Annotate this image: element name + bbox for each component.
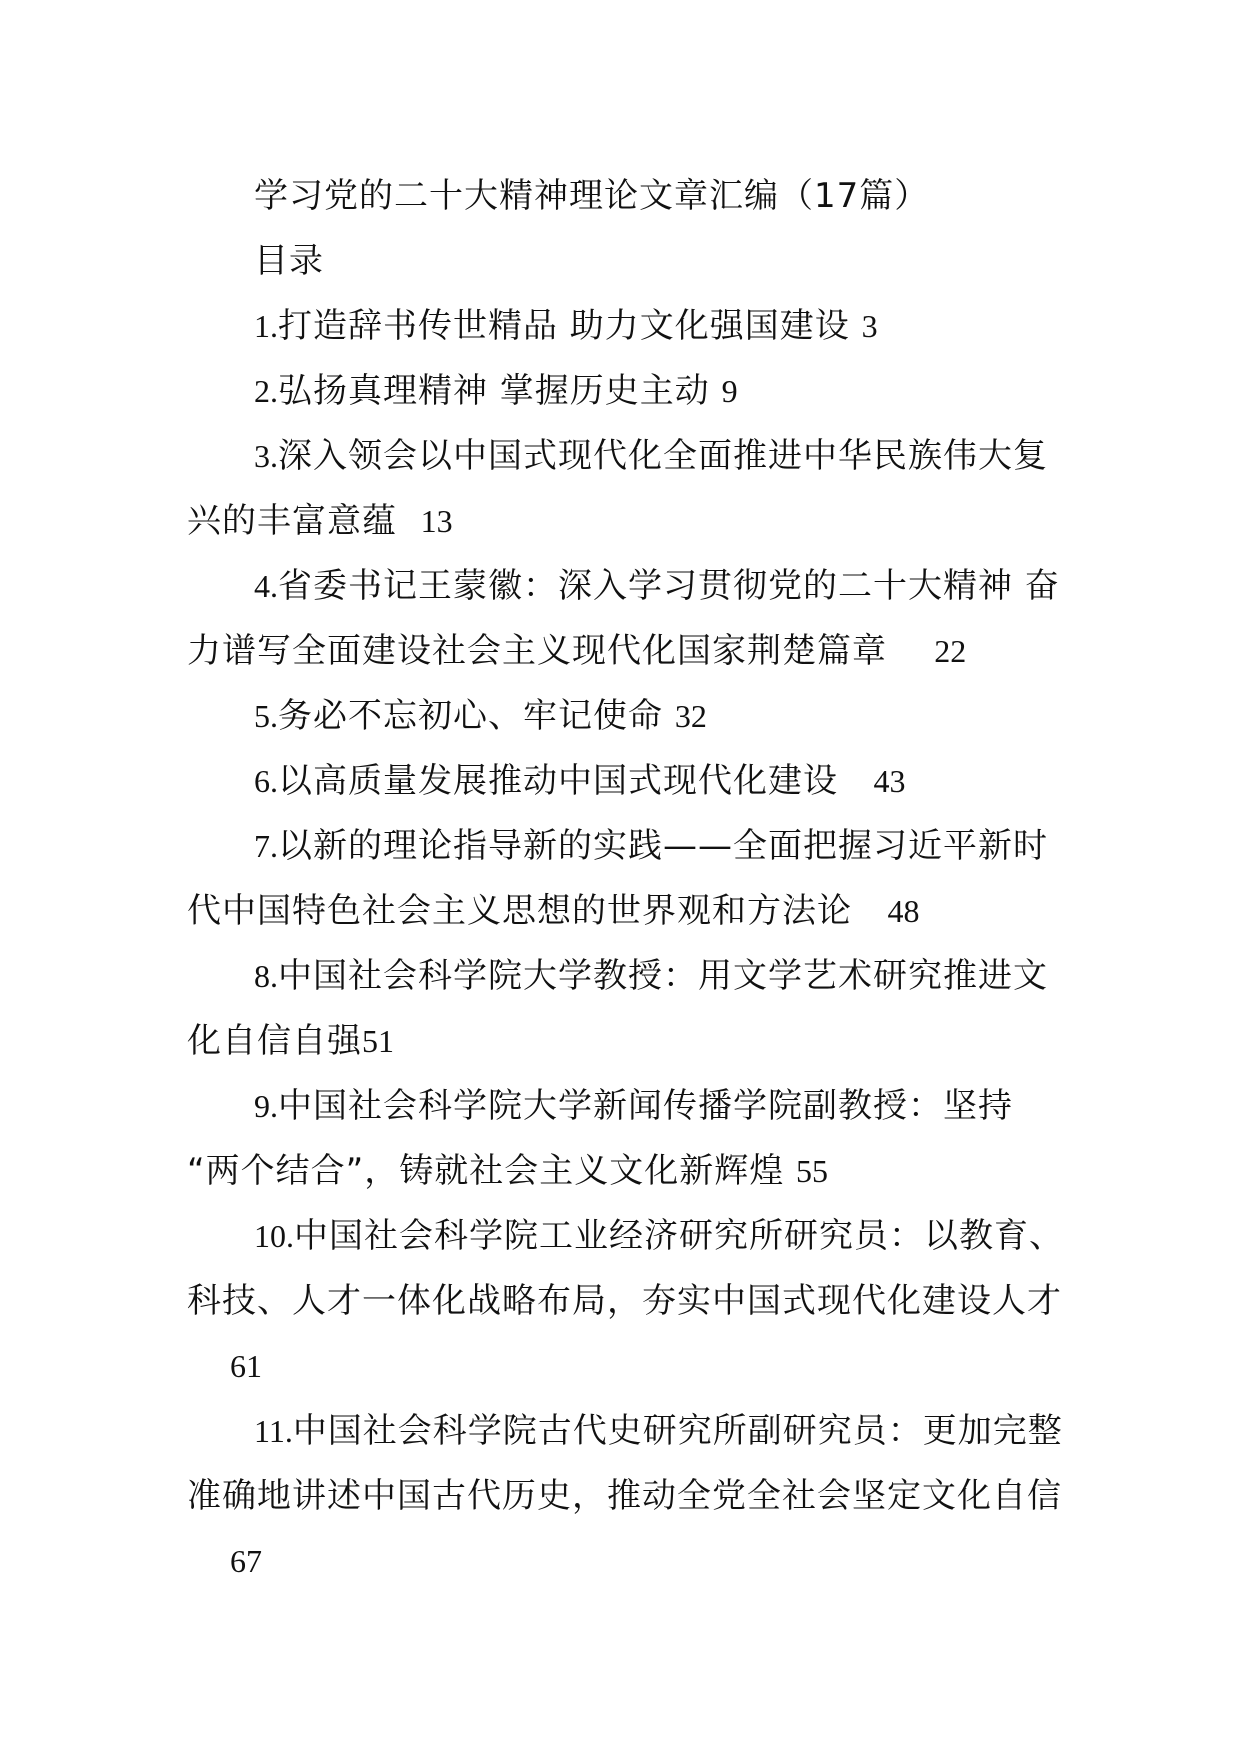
toc-entry-page: 22 xyxy=(934,633,967,669)
toc-entry-text: 弘扬真理精神 掌握历史主动 xyxy=(278,371,710,411)
toc-entry-text: 中国社会科学院工业经济研究所研究员：以教育、 xyxy=(294,1216,1064,1256)
toc-entry-number: 5. xyxy=(254,698,278,734)
toc-entry-page: 51 xyxy=(362,1023,394,1059)
toc-entry-5 xyxy=(0,683,1240,749)
toc-entry-number: 7. xyxy=(254,828,278,864)
toc-entry-text: 深入领会以中国式现代化全面推进中华民族伟大复 xyxy=(278,436,1048,476)
toc-entry-number: 2. xyxy=(254,373,278,409)
toc-entry-3-cont xyxy=(0,488,1240,554)
toc-entry-number: 3. xyxy=(254,438,278,474)
toc-entry-text: 准确地讲述中国古代历史，推动全党全社会坚定文化自信 xyxy=(187,1476,1062,1516)
toc-entry-number: 6. xyxy=(254,763,278,799)
toc-entry-page: 32 xyxy=(674,698,707,734)
toc-entry-page: 48 xyxy=(887,893,920,929)
toc-entry-text: 以新的理论指导新的实践——全面把握习近平新时 xyxy=(278,826,1048,866)
toc-entry-9 xyxy=(0,1073,1240,1139)
toc-entry-text: 化自信自强 xyxy=(187,1021,362,1061)
toc-entry-page: 67 xyxy=(230,1543,262,1579)
toc-entry-7-cont xyxy=(0,878,1240,944)
toc-entry-text: 以高质量发展推动中国式现代化建设 xyxy=(278,761,838,801)
toc-entry-10-cont xyxy=(0,1268,1240,1334)
toc-entry-8-cont xyxy=(0,1008,1240,1074)
toc-entry-10-page-line xyxy=(0,1333,1240,1399)
toc-entry-number: 9. xyxy=(254,1088,278,1124)
toc-entry-9-cont xyxy=(0,1138,1240,1204)
toc-entry-text: 务必不忘初心、牢记使命 xyxy=(278,696,663,736)
toc-entry-11-page-line xyxy=(0,1528,1240,1594)
toc-entry-text: 科技、人才一体化战略布局，夯实中国式现代化建设人才 xyxy=(187,1281,1062,1321)
toc-entry-text: 中国社会科学院大学教授：用文学艺术研究推进文 xyxy=(278,956,1048,996)
toc-entry-page: 55 xyxy=(796,1153,829,1189)
toc-entry-text: 代中国特色社会主义思想的世界观和方法论 xyxy=(187,891,852,931)
toc-entry-text: 中国社会科学院大学新闻传播学院副教授：坚持 xyxy=(278,1086,1013,1126)
toc-entry-2 xyxy=(0,358,1240,424)
toc-entry-4 xyxy=(0,553,1240,619)
toc-entry-text: “两个结合”，铸就社会主义文化新辉煌 xyxy=(187,1151,785,1191)
toc-entry-page: 3 xyxy=(861,308,878,344)
toc-entry-page: 13 xyxy=(420,503,453,539)
toc-entry-text: 兴的丰富意蕴 xyxy=(187,501,397,541)
toc-entry-10 xyxy=(0,1203,1240,1269)
toc-entry-text: 中国社会科学院古代史研究所副研究员：更加完整 xyxy=(292,1411,1063,1451)
toc-entry-text: 打造辞书传世精品 助力文化强国建设 xyxy=(278,306,850,346)
toc-entry-number: 4. xyxy=(254,568,278,604)
toc-entry-text: 力谱写全面建设社会主义现代化国家荆楚篇章 xyxy=(187,631,887,671)
toc-entry-text: 省委书记王蒙徽：深入学习贯彻党的二十大精神 奋 xyxy=(278,566,1060,606)
toc-entry-1 xyxy=(0,293,1240,359)
toc-entry-page: 9 xyxy=(721,373,738,409)
toc-entry-page: 43 xyxy=(873,763,906,799)
toc-entry-3 xyxy=(0,423,1240,489)
toc-entry-4-cont xyxy=(0,618,1240,684)
toc-entry-page: 61 xyxy=(230,1348,262,1384)
toc-entry-11 xyxy=(0,1398,1240,1464)
document-title: 学习党的二十大精神理论文章汇编（17篇） xyxy=(254,176,930,216)
toc-entry-6 xyxy=(0,748,1240,814)
toc-entry-11-cont xyxy=(0,1463,1240,1529)
toc-entry-8 xyxy=(0,943,1240,1009)
toc-entry-number: 8. xyxy=(254,958,278,994)
toc-entry-7 xyxy=(0,813,1240,879)
toc-entry-number: 1. xyxy=(254,308,278,344)
toc-heading: 目录 xyxy=(254,241,324,281)
toc-entry-number: 11. xyxy=(254,1413,293,1449)
toc-entry-number: 10. xyxy=(254,1218,294,1254)
